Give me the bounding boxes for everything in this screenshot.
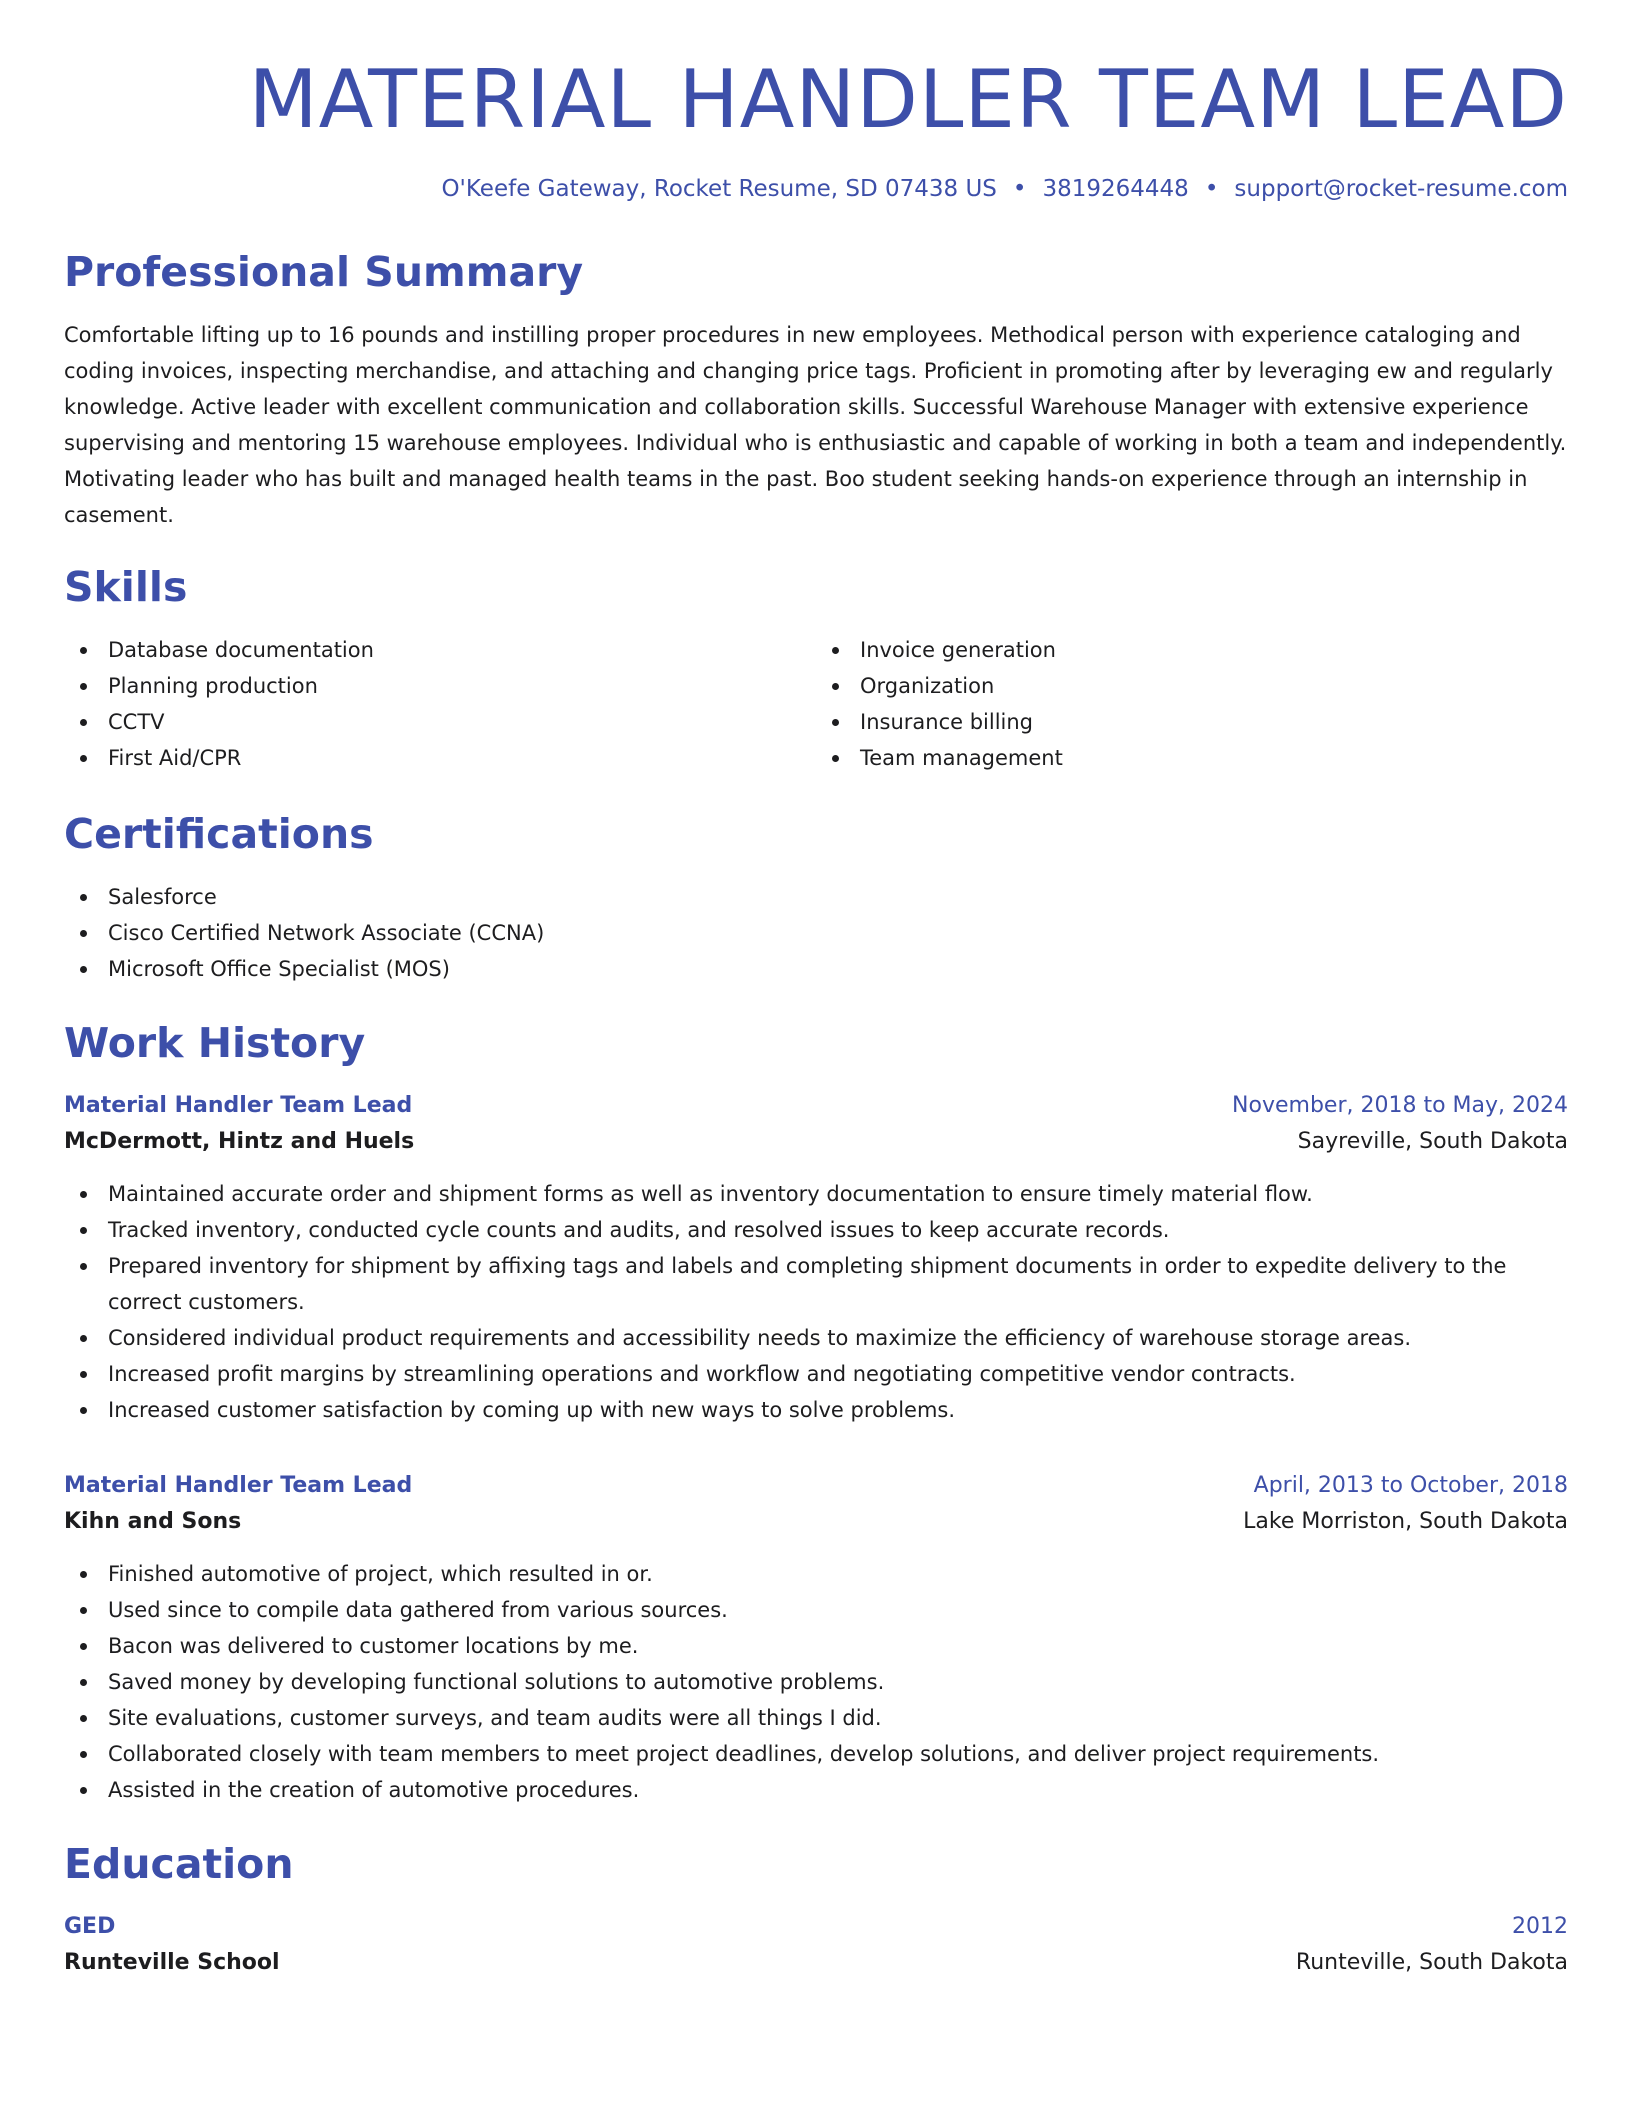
skill-item: Insurance billing <box>816 704 1568 740</box>
job-dates: April, 2013 to October, 2018 <box>1253 1473 1568 1498</box>
job-bullet: Increased customer satisfaction by coming up with new ways to solve problems. <box>64 1392 1568 1428</box>
skill-item: CCTV <box>64 704 816 740</box>
skills-grid <box>64 632 1568 776</box>
job-bullet: Assisted in the creation of automotive procedures. <box>64 1772 1568 1808</box>
section-title: Work History <box>64 1019 366 1067</box>
address: O'Keefe Gateway, Rocket Resume, SD 07438 US <box>441 176 997 202</box>
job-bullets <box>64 1556 1568 1808</box>
skill-item: Organization <box>816 668 1568 704</box>
job-bullet: Finished automotive of project, which resulted in or. <box>64 1556 1568 1592</box>
job-employer-row <box>64 1504 1568 1540</box>
skill-item: Planning production <box>64 668 816 704</box>
skills-section <box>64 563 1568 776</box>
certification-item: Microsoft Office Specialist (MOS) <box>64 951 1568 987</box>
employer: McDermott, Hintz and Huels <box>64 1129 415 1154</box>
job-bullet: Prepared inventory for shipment by affixing tags and labels and completing shipment documents in order to expedite delivery to the correct customers. <box>64 1248 1568 1320</box>
job-entry <box>64 1088 1568 1428</box>
skill-item: Invoice generation <box>816 632 1568 668</box>
job-title: Material Handler Team Lead <box>64 1093 413 1118</box>
skill-item: Team management <box>816 740 1568 776</box>
job-bullet: Used since to compile data gathered from various sources. <box>64 1592 1568 1628</box>
summary-section <box>64 248 1568 533</box>
job-header-row <box>64 1088 1568 1124</box>
job-bullet: Considered individual product requirements and accessibility needs to maximize the efficiency of warehouse storage areas. <box>64 1320 1568 1356</box>
job-bullet: Bacon was delivered to customer locations by me. <box>64 1628 1568 1664</box>
section-title: Education <box>64 1840 294 1888</box>
job-bullets <box>64 1176 1568 1428</box>
job-bullet: Site evaluations, customer surveys, and team audits were all things I did. <box>64 1700 1568 1736</box>
skill-item: First Aid/CPR <box>64 740 816 776</box>
job-location: Lake Morriston, South Dakota <box>1243 1509 1568 1534</box>
school-location: Runteville, South Dakota <box>1295 1950 1568 1975</box>
separator-dot: • <box>1012 176 1027 202</box>
job-entry <box>64 1468 1568 1808</box>
certifications-section <box>64 810 1568 987</box>
phone: 3819264448 <box>1042 176 1189 202</box>
resume-name: MATERIAL HANDLER TEAM LEAD <box>248 53 1568 146</box>
skills-list-right <box>816 632 1568 776</box>
skill-item: Database documentation <box>64 632 816 668</box>
email: support@rocket-resume.com <box>1234 176 1568 202</box>
job-location: Sayreville, South Dakota <box>1297 1129 1568 1154</box>
school: Runteville School <box>64 1950 280 1975</box>
job-dates: November, 2018 to May, 2024 <box>1232 1093 1568 1118</box>
job-bullet: Tracked inventory, conducted cycle counts and audits, and resolved issues to keep accurate records. <box>64 1212 1568 1248</box>
job-bullet: Maintained accurate order and shipment forms as well as inventory documentation to ensure timely material flow. <box>64 1176 1568 1212</box>
degree: GED <box>64 1914 116 1939</box>
job-bullet: Saved money by developing functional solutions to automotive problems. <box>64 1664 1568 1700</box>
graduation-year: 2012 <box>1512 1914 1568 1939</box>
education-school-row <box>64 1945 1568 1981</box>
contact-line <box>64 176 1568 202</box>
section-title: Skills <box>64 563 188 611</box>
job-bullet: Collaborated closely with team members to meet project deadlines, develop solutions, and deliver project requirements. <box>64 1736 1568 1772</box>
section-title: Certifications <box>64 810 374 858</box>
certification-item: Cisco Certified Network Associate (CCNA) <box>64 915 1568 951</box>
certification-item: Salesforce <box>64 879 1568 915</box>
job-header-row <box>64 1468 1568 1504</box>
separator-dot: • <box>1204 176 1219 202</box>
job-title: Material Handler Team Lead <box>64 1473 413 1498</box>
work-history-section <box>64 1019 1568 1808</box>
education-header-row <box>64 1909 1568 1945</box>
certifications-list <box>64 879 1568 987</box>
summary-text: Comfortable lifting up to 16 pounds and instilling proper procedures in new employees. Methodical person with experience cataloging and coding invoices, inspecting merchandise, and attaching and changing price tags. Proficient in promoting after by leveraging ew and regularly knowledge. Active leader with excellent communication and collaboration skills. Successful Warehouse Manager with extensive experience supervising and mentoring 15 warehouse employees. Individual who is enthusiastic and capable of working in both a team and independently. Motivating leader who has built and managed health teams in the past. Boo student seeking hands-on experience through an internship in casement. <box>64 323 1567 527</box>
education-section <box>64 1840 1568 1981</box>
section-title: Professional Summary <box>64 248 584 296</box>
skills-list-left <box>64 632 816 776</box>
employer: Kihn and Sons <box>64 1509 242 1534</box>
job-employer-row <box>64 1124 1568 1160</box>
job-bullet: Increased profit margins by streamlining operations and workflow and negotiating competitive vendor contracts. <box>64 1356 1568 1392</box>
